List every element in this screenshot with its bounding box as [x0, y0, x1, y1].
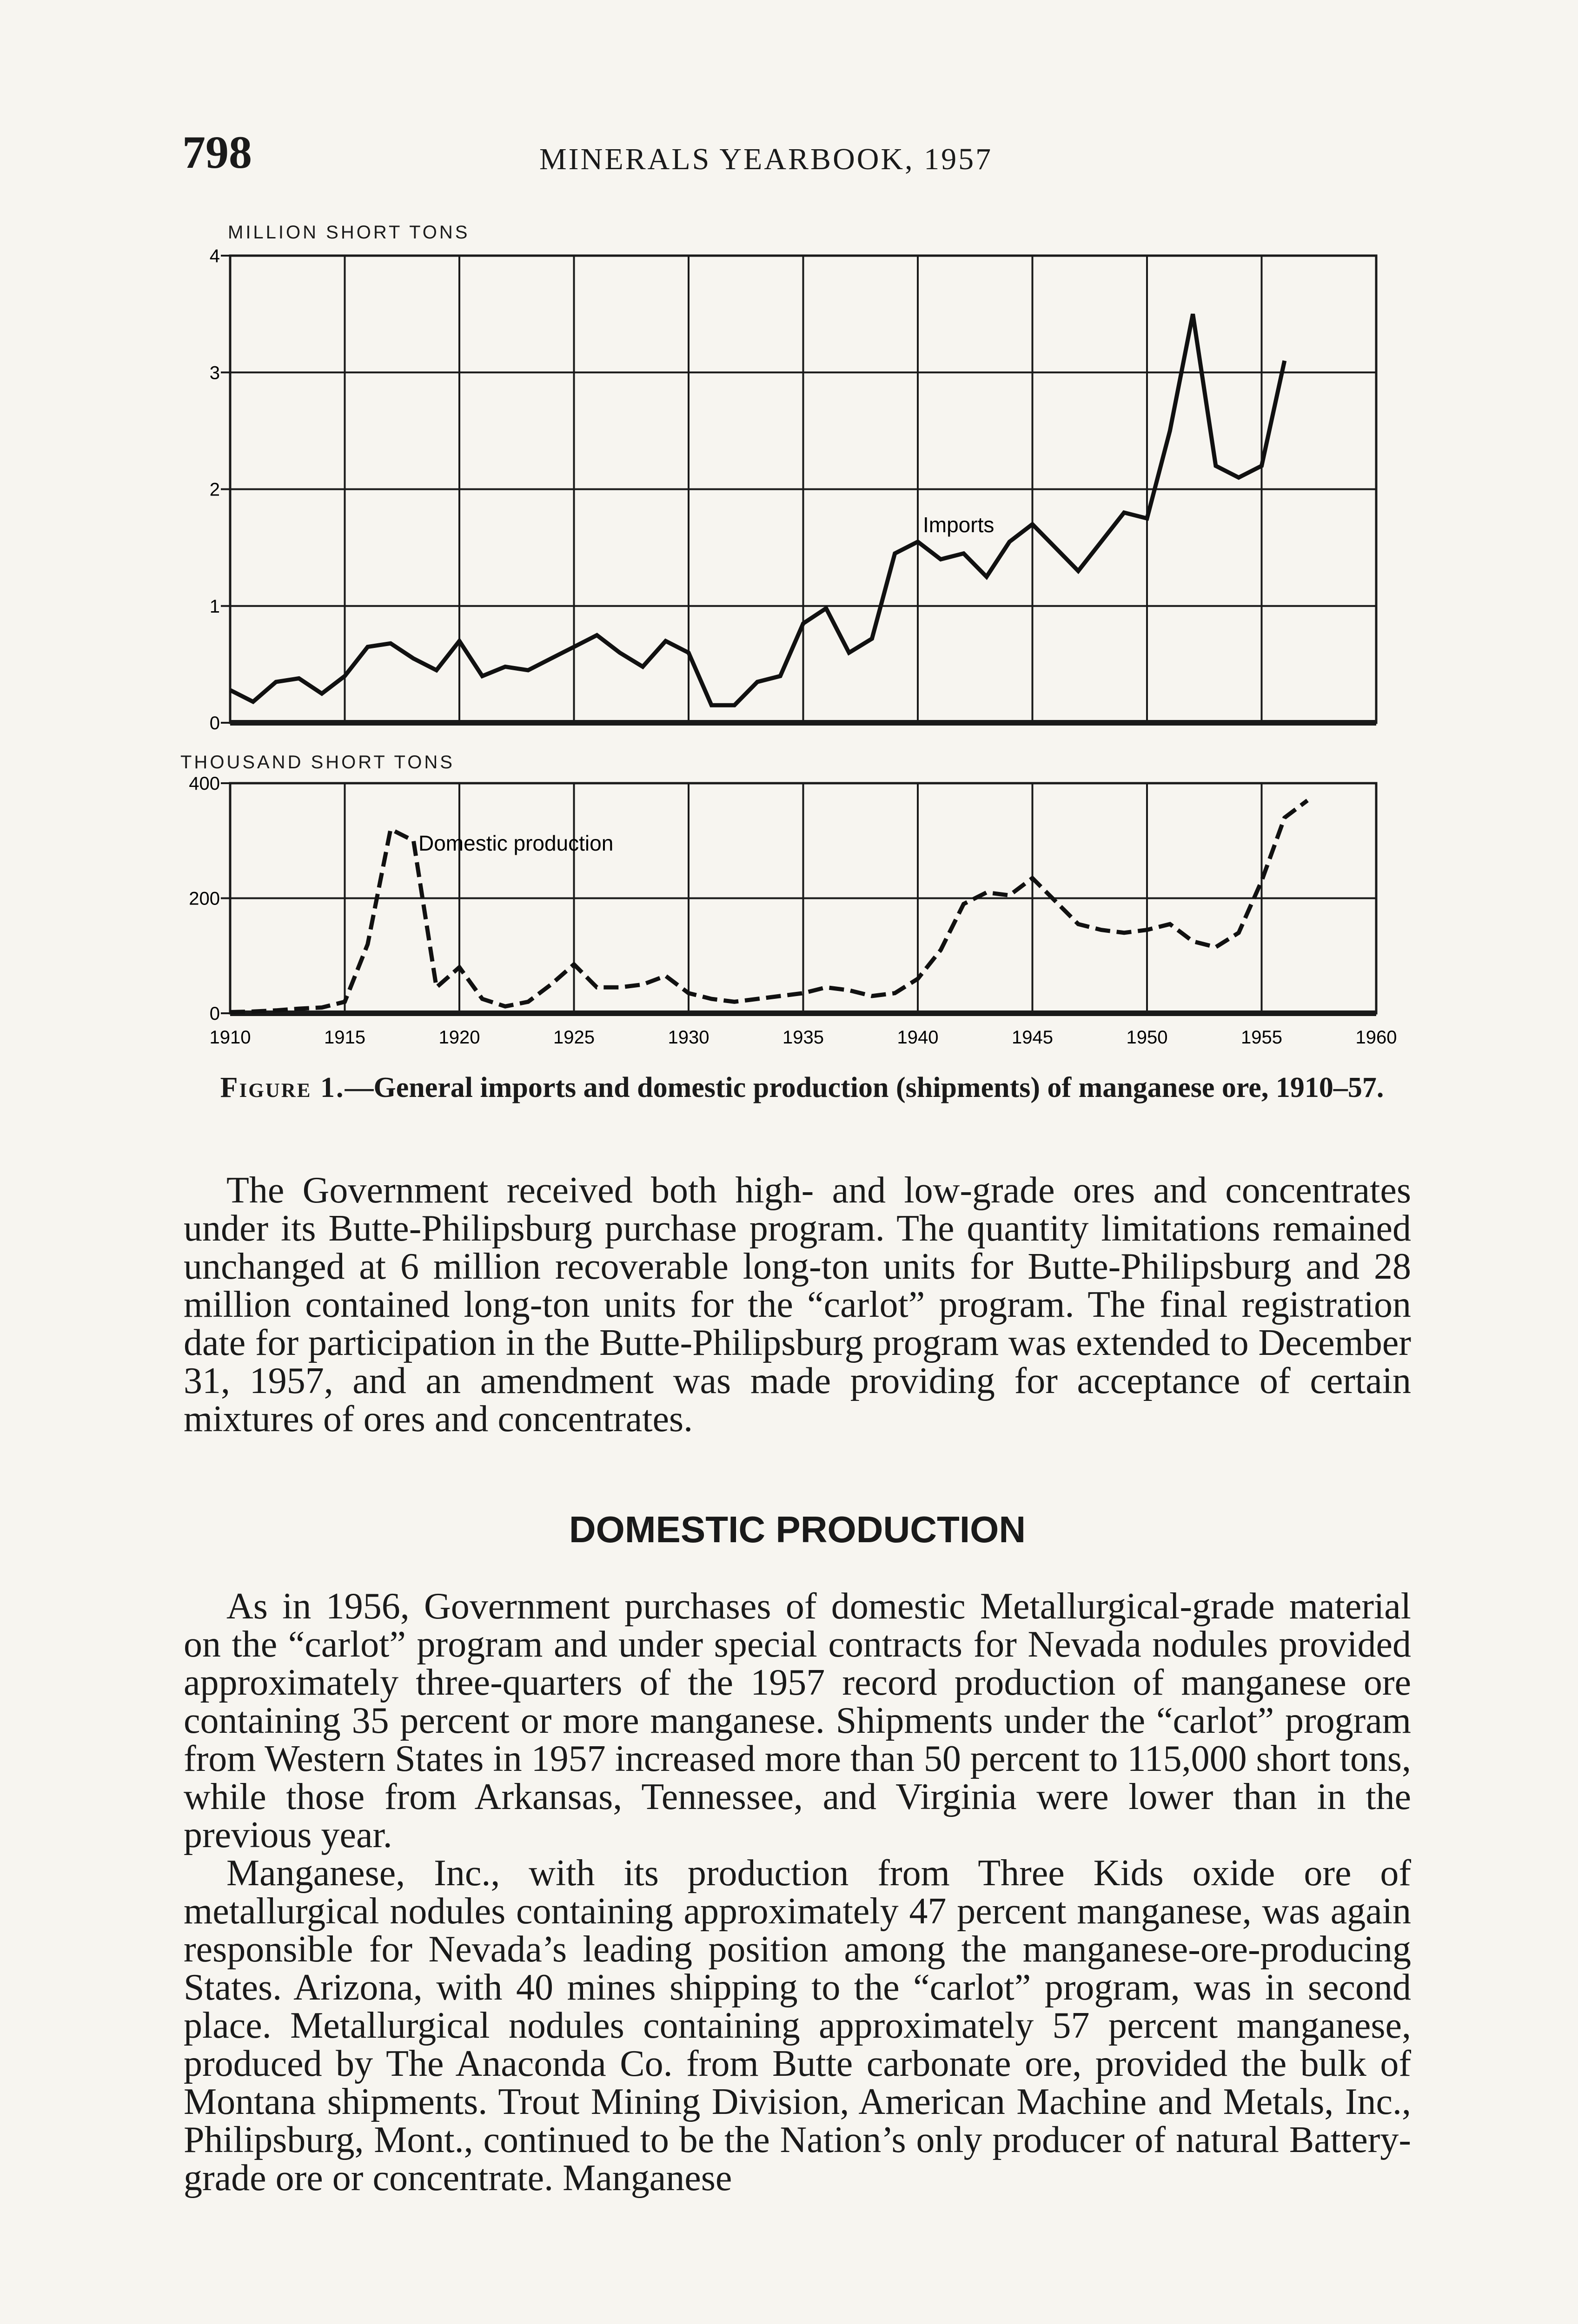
y-tick-label: 2 [209, 479, 220, 500]
figure-caption-text: —General imports and domestic production (shipments) of manganese ore, 1910–57. [345, 1072, 1384, 1103]
series-label: Domestic production [418, 831, 614, 855]
x-tick-label: 1920 [438, 1027, 480, 1048]
paragraph: The Government received both high- and low-grade ores and concentrates under its Butte-Philipsburg purchase program. The quantity limitations remained unchanged at 6 million recoverable long-ton units for Butte-Philipsburg and 28 million contained long-ton units for the “carlot” program. The final registration date for participation in the Butte-Philipsburg program was extended to December 31, 1957, and an amendment was made providing for acceptance of certain mixtures of ores and concentrates. [184, 1170, 1411, 1439]
x-tick-label: 1950 [1126, 1027, 1168, 1048]
x-tick-label: 1925 [553, 1027, 595, 1048]
paragraph: Manganese, Inc., with its production from Three Kids oxide ore of metallurgical nodules containing approximately 47 percent manganese, was again responsible for Nevada’s leading position among the manganese-ore-producing States. Arizona, with 40 mines shipping to the “carlot” program, was in second place. Metallurgical nodules containing approximately 57 percent manganese, produced by The Anaconda Co. from Butte carbonate ore, provided the bulk of Montana shipments. Trout Mining Division, American Machine and Metals, Inc., Philipsburg, Mont., continued to be the Nation’s only producer of natural Battery-grade ore or concentrate. Manganese [184, 1853, 1411, 2199]
y-tick-label: 1 [209, 596, 220, 617]
top-chart-ylabel: MILLION SHORT TONS [228, 222, 470, 243]
x-tick-label: 1960 [1355, 1027, 1397, 1048]
domestic-production-chart [189, 773, 1397, 1048]
figure-label: Figure 1. [220, 1072, 345, 1103]
figure-caption [186, 1069, 1418, 1106]
x-tick-label: 1930 [668, 1027, 709, 1048]
section-heading: DOMESTIC PRODUCTION [569, 1509, 1026, 1550]
y-tick-label: 0 [209, 1004, 220, 1024]
y-tick-label: 200 [189, 888, 220, 909]
x-tick-label: 1940 [897, 1027, 939, 1048]
page-number: 798 [182, 126, 252, 178]
paragraphs-after [184, 1587, 1411, 2197]
paragraphs-before [184, 1171, 1411, 1438]
x-tick-label: 1935 [782, 1027, 824, 1048]
x-tick-label: 1915 [324, 1027, 365, 1048]
y-tick-label: 4 [209, 246, 220, 266]
y-tick-label: 3 [209, 363, 220, 383]
series-line [230, 800, 1307, 1012]
bottom-chart-ylabel: THOUSAND SHORT TONS [180, 752, 455, 772]
imports-chart [210, 246, 1376, 733]
x-tick-label: 1955 [1241, 1027, 1282, 1048]
paragraph: As in 1956, Government purchases of domestic Metallurgical-grade material on the “carlot” program and under special contracts for Nevada nodules provided approximately three-quarters of the 1957 record production of manganese ore containing 35 percent or more manganese. Shipments under the “carlot” program from Western States in 1957 increased more than 50 percent to 115,000 short tons, while those from Arkansas, Tennessee, and Virginia were lower than in the previous year. [184, 1586, 1411, 1855]
series-label: Imports [923, 513, 995, 537]
y-tick-label: 400 [189, 773, 220, 794]
y-tick-label: 0 [209, 713, 220, 733]
manganese-figure [0, 0, 1578, 1069]
running-title: MINERALS YEARBOOK, 1957 [539, 142, 993, 176]
x-tick-label: 1910 [209, 1027, 251, 1048]
x-tick-label: 1945 [1012, 1027, 1053, 1048]
